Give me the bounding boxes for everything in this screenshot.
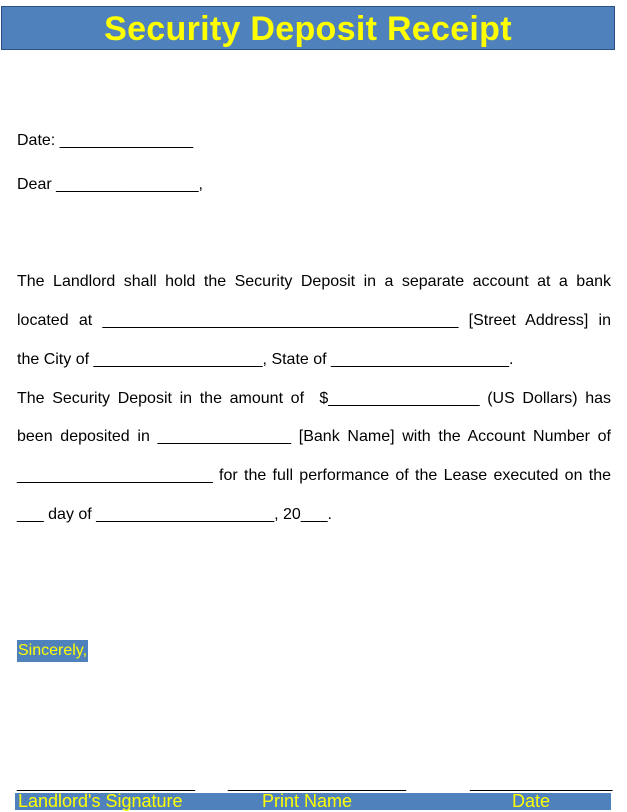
body-line-3: the City of ___________________, State of ____________________. xyxy=(17,351,514,368)
signature-rule-date: ________________ xyxy=(470,775,613,792)
body-line-6: ______________________ for the full performance of the Lease executed on the xyxy=(17,467,611,484)
date-line: Date: _______________ xyxy=(17,132,194,149)
landlord-signature-label: Landlord's Signature xyxy=(18,791,183,811)
body-line-1: The Landlord shall hold the Security Deposit in a separate account at a bank xyxy=(17,273,611,290)
signature-rule-print-name: ____________________ xyxy=(228,775,406,792)
closing-sincerely: Sincerely, xyxy=(17,640,88,662)
date-label: Date xyxy=(512,791,551,811)
body-line-4: The Security Deposit in the amount of $_________________ (US Dollars) has xyxy=(17,390,611,407)
body-line-5: been deposited in _______________ [Bank Name] with the Account Number of xyxy=(17,428,611,445)
print-name-label: Print Name xyxy=(262,791,353,811)
dear-line: Dear ________________, xyxy=(17,176,203,193)
signature-rule-landlord: ____________________ xyxy=(17,775,195,792)
document-title: Security Deposit Receipt xyxy=(104,10,512,48)
body-line-7: ___ day of ____________________, 20___. xyxy=(17,506,332,523)
body-line-2: located at ________________________________________ [Street Address] in xyxy=(17,312,611,329)
title-bar xyxy=(1,6,615,50)
